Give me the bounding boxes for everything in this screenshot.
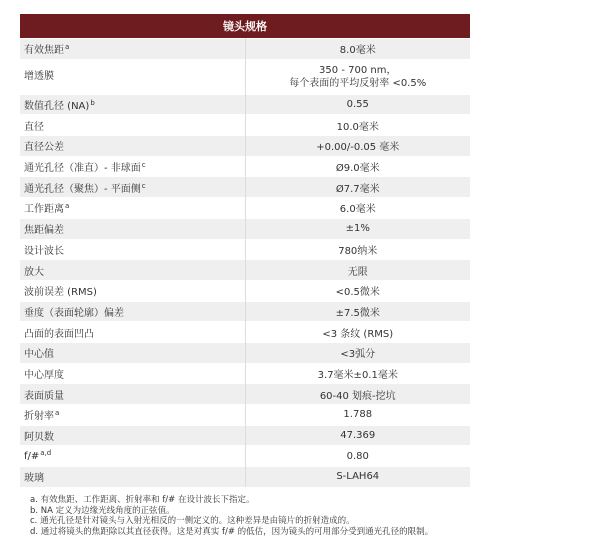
table-row <box>20 39 470 60</box>
param-name <box>20 59 245 94</box>
param-label: 垂度（表面轮廓）偏差 <box>24 307 124 319</box>
param-label: 增透膜 <box>24 71 54 83</box>
param-name <box>20 322 245 343</box>
table-row <box>20 177 470 198</box>
footnote-c: c. 通光孔径是针对镜头与入射光相反的一侧定义的。这种差异是由镜片的折射造成的。 <box>30 516 355 527</box>
param-name <box>20 94 245 115</box>
footnote-a: a. 有效焦距、工作距离、折射率和 f/# 在设计波长下指定。 <box>30 495 255 505</box>
table-row <box>20 467 470 487</box>
param-name <box>20 218 245 239</box>
param-name <box>20 136 245 157</box>
table-row <box>20 384 470 405</box>
param-label: 直径 <box>24 121 44 133</box>
param-label: 数值孔径 (NA) <box>24 101 90 113</box>
table-row <box>20 260 470 281</box>
table-row <box>20 322 470 343</box>
param-label: 工作距离 <box>24 204 64 216</box>
param-value: +0.00/-0.05 毫米 <box>245 136 470 157</box>
param-name <box>20 156 245 177</box>
param-name <box>20 39 245 60</box>
param-label: 凸面的表面凹凸 <box>24 328 94 340</box>
footnote-marker: c <box>141 181 146 190</box>
footnote-d: d. 通过将镜头的焦距除以其直径获得。这是对真实 f/# 的低估，因为镜头的可用部分受到通光孔径的限制。 <box>30 526 434 537</box>
table-row <box>20 156 470 177</box>
param-value: 6.0毫米 <box>245 198 470 219</box>
footnote-marker: c <box>141 161 146 170</box>
table-row <box>20 280 470 301</box>
table-row <box>20 218 470 239</box>
param-label: 直径公差 <box>24 142 64 154</box>
param-value: <3弧分 <box>245 342 470 363</box>
footnote-marker: a <box>55 409 60 418</box>
param-name <box>20 405 245 426</box>
table-row <box>20 94 470 115</box>
table-row <box>20 301 470 322</box>
param-value: ±1% <box>245 218 470 239</box>
param-value: 1.788 <box>245 405 470 426</box>
param-name <box>20 467 245 487</box>
param-label: 折射率 <box>24 411 54 423</box>
param-label: 焦距偏差 <box>24 225 64 237</box>
footnote-marker: b <box>90 99 95 108</box>
param-label: 波前误差 (RMS) <box>24 287 97 299</box>
param-value: <3 条纹 (RMS) <box>245 322 470 343</box>
param-name <box>20 342 245 363</box>
param-name <box>20 198 245 219</box>
param-label: 中心厚度 <box>24 369 64 381</box>
table-row <box>20 363 470 384</box>
table-row <box>20 342 470 363</box>
param-value: 0.80 <box>245 446 470 467</box>
param-value: 0.55 <box>245 94 470 115</box>
param-value: ±7.5微米 <box>245 301 470 322</box>
param-label: 中心值 <box>24 349 54 361</box>
param-value: 无限 <box>245 260 470 281</box>
param-value-line-2: 每个表面的平均反射率 <0.5% <box>289 77 427 89</box>
footnote-marker: a <box>65 43 70 52</box>
lens-spec-table <box>20 14 470 487</box>
param-value: 780纳米 <box>245 239 470 260</box>
param-label: f/# <box>24 450 40 462</box>
footnote-b: b. NA 定义为边缘光线角度的正弦值。 <box>30 505 175 516</box>
footnote-marker: a,d <box>40 448 52 457</box>
param-value: Ø9.0毫米 <box>245 156 470 177</box>
param-value <box>245 59 470 94</box>
param-name <box>20 260 245 281</box>
param-label: 设计波长 <box>24 245 64 257</box>
param-name <box>20 446 245 467</box>
table-row <box>20 405 470 426</box>
footnotes <box>30 495 433 537</box>
param-value: 60-40 划痕-挖坑 <box>245 384 470 405</box>
table-row <box>20 136 470 157</box>
param-name <box>20 425 245 446</box>
param-label: 通光孔径（准直）- 非球面 <box>24 163 141 175</box>
param-name <box>20 363 245 384</box>
table-row <box>20 239 470 260</box>
param-name <box>20 115 245 136</box>
table-row <box>20 59 470 94</box>
table-row <box>20 198 470 219</box>
param-value: 47.369 <box>245 425 470 446</box>
param-value: 10.0毫米 <box>245 115 470 136</box>
table-row <box>20 115 470 136</box>
param-label: 玻璃 <box>24 473 44 485</box>
table-row <box>20 425 470 446</box>
param-label: 通光孔径（聚焦）- 平面侧 <box>24 183 141 195</box>
table-row <box>20 446 470 467</box>
param-value: 8.0毫米 <box>245 39 470 60</box>
param-name <box>20 239 245 260</box>
param-value: Ø7.7毫米 <box>245 177 470 198</box>
param-value-line-1: 350 - 700 nm， <box>319 64 397 76</box>
footnote-marker: a <box>65 202 70 211</box>
table-title: 镜头规格 <box>20 14 470 39</box>
param-name <box>20 177 245 198</box>
param-value: <0.5微米 <box>245 280 470 301</box>
param-label: 放大 <box>24 266 44 278</box>
param-value: 3.7毫米±0.1毫米 <box>245 363 470 384</box>
param-name <box>20 301 245 322</box>
param-name <box>20 280 245 301</box>
param-label: 阿贝数 <box>24 432 54 444</box>
param-label: 表面质量 <box>24 390 64 402</box>
param-name <box>20 384 245 405</box>
param-value: S-LAH64 <box>245 467 470 487</box>
param-label: 有效焦距 <box>24 45 64 57</box>
